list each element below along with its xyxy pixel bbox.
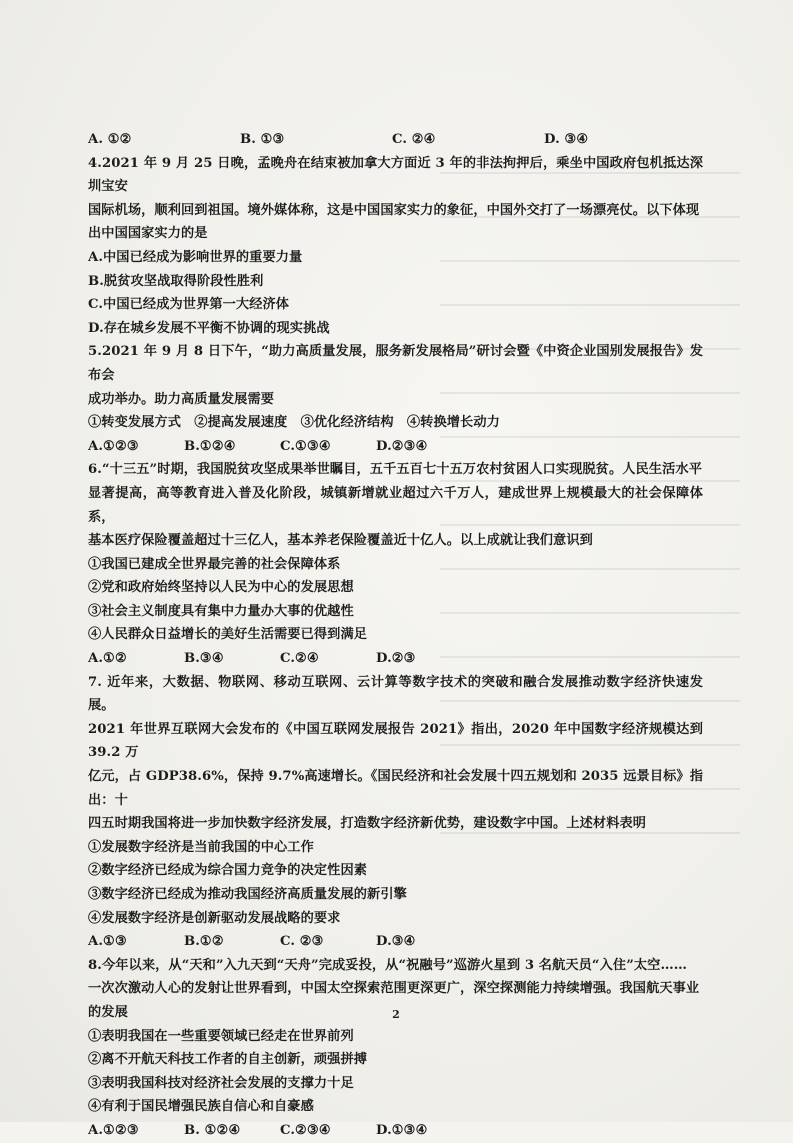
question-6 bbox=[88, 458, 703, 670]
statement: ③表明我国科技对经济社会发展的支撑力十足 bbox=[88, 1075, 354, 1091]
question-stem-line: 的发展 bbox=[88, 1004, 128, 1020]
option-b[interactable]: B.①②④ bbox=[184, 438, 236, 454]
question-stem-line: 显著提高，高等教育进入普及化阶段，城镇新增就业超过六千万人，建成世界上规模最大的社会保障体系， bbox=[88, 485, 703, 525]
answer-choice[interactable]: B.脱贫攻坚战取得阶段性胜利 bbox=[88, 273, 264, 289]
question-options bbox=[88, 647, 703, 671]
question-stem-line: 5.2021 年 9 月 8 日下午，“助力高质量发展，服务新发展格局”研讨会暨《中资企业国别发展报告》发布会 bbox=[88, 344, 703, 383]
option-a[interactable]: A.①③ bbox=[88, 934, 127, 950]
prev-question-options bbox=[88, 128, 703, 152]
option-c[interactable]: C. ②④ bbox=[392, 132, 436, 147]
statement: ②党和政府始终坚持以人民为中心的发展思想 bbox=[88, 580, 354, 596]
option-c[interactable]: C. ②③ bbox=[280, 934, 324, 950]
question-stem-line: 国际机场，顺利回到祖国。境外媒体称，这是中国国家实力的象征，中国外交打了一场漂亮仗。以下体现 bbox=[88, 202, 700, 218]
option-d[interactable]: D.③④ bbox=[376, 934, 416, 950]
option-b[interactable]: B.①② bbox=[184, 934, 224, 950]
option-b[interactable]: B. ①②④ bbox=[184, 1122, 241, 1138]
question-stem-line: 6.“十三五”时期，我国脱贫攻坚成果举世瞩目，五千五百七十五万农村贫困人口实现脱贫。人民生活水平 bbox=[88, 462, 702, 478]
option-b[interactable]: B.③④ bbox=[184, 651, 224, 667]
option-a[interactable]: A. ①② bbox=[88, 132, 132, 147]
statement: ①表明我国在一些重要领域已经走在世界前列 bbox=[88, 1028, 354, 1044]
question-7 bbox=[88, 671, 703, 954]
statement: ③社会主义制度具有集中力量办大事的优越性 bbox=[88, 603, 354, 619]
page-content bbox=[88, 128, 703, 1143]
answer-choice[interactable]: A.中国已经成为影响世界的重要力量 bbox=[88, 249, 303, 265]
option-a[interactable]: A.①② bbox=[88, 651, 127, 667]
statement: ②数字经济已经成为综合国力竞争的决定性因素 bbox=[88, 863, 368, 879]
statement: ④发展数字经济是创新驱动发展战略的要求 bbox=[88, 910, 341, 926]
question-5 bbox=[88, 340, 703, 458]
option-c[interactable]: C.①③④ bbox=[280, 438, 331, 454]
answer-choice[interactable]: D.存在城乡发展不平衡不协调的现实挑战 bbox=[88, 320, 330, 336]
question-options bbox=[88, 435, 703, 459]
option-b[interactable]: B. ①③ bbox=[240, 132, 285, 147]
question-stem-line: 基本医疗保险覆盖超过十三亿人，基本养老保险覆盖近十亿人。以上成就让我们意识到 bbox=[88, 533, 593, 549]
question-stem-line: 2021 年世界互联网大会发布的《中国互联网发展报告 2021》指出，2020 年中国数字经济规模达到 39.2 万 bbox=[88, 721, 703, 761]
option-d[interactable]: D.①③④ bbox=[376, 1122, 428, 1138]
question-options bbox=[88, 1119, 703, 1143]
question-8 bbox=[88, 954, 703, 1143]
question-stem-line: 一次次激动人心的发射让世界看到，中国太空探索范围更深更广，深空探测能力持续增强。我国航天事业 bbox=[88, 981, 700, 997]
question-4 bbox=[88, 152, 703, 341]
option-a[interactable]: A.①②③ bbox=[88, 438, 139, 454]
option-a[interactable]: A.①②③ bbox=[88, 1122, 139, 1138]
question-stem-line: 8.今年以来，从“天和”入九天到“天舟”完成妥投，从“祝融号”巡游火星到 3 名航天员“入住”太空…… bbox=[88, 957, 688, 973]
option-d[interactable]: D. ③④ bbox=[544, 132, 589, 147]
statement: ②离不开航天科技工作者的自主创新，顽强拼搏 bbox=[88, 1052, 368, 1068]
option-d[interactable]: D.②③④ bbox=[376, 438, 428, 454]
statement-list: ①转变发展方式 ②提高发展速度 ③优化经济结构 ④转换增长动力 bbox=[88, 415, 500, 431]
question-stem-line: 四五时期我国将进一步加快数字经济发展，打造数字经济新优势，建设数字中国。上述材料表明 bbox=[88, 816, 647, 832]
question-stem-line: 亿元，占 GDP38.6%，保持 9.7%高速增长。《国民经济和社会发展十四五规划和 2035 远景目标》指出：十 bbox=[88, 769, 703, 808]
answer-choice[interactable]: C.中国已经成为世界第一大经济体 bbox=[88, 297, 290, 313]
question-stem-line: 成功举办。助力高质量发展需要 bbox=[88, 391, 275, 407]
question-stem-line: 出中国国家实力的是 bbox=[88, 226, 208, 242]
page-number: 2 bbox=[392, 1008, 400, 1021]
option-c[interactable]: C.②④ bbox=[280, 651, 319, 667]
statement: ①我国已建成全世界最完善的社会保障体系 bbox=[88, 556, 341, 572]
question-options bbox=[88, 930, 703, 954]
statement: ④有利于国民增强民族自信心和自豪感 bbox=[88, 1099, 314, 1115]
question-stem-line: 4.2021 年 9 月 25 日晚，孟晚舟在结束被加拿大方面近 3 年的非法拘押后，乘坐中国政府包机抵达深圳宝安 bbox=[88, 155, 703, 195]
statement: ④人民群众日益增长的美好生活需要已得到满足 bbox=[88, 627, 368, 643]
statement: ③数字经济已经成为推动我国经济高质量发展的新引擎 bbox=[88, 887, 407, 902]
statement: ①发展数字经济是当前我国的中心工作 bbox=[88, 839, 314, 855]
option-d[interactable]: D.②③ bbox=[376, 651, 416, 667]
option-c[interactable]: C.②③④ bbox=[280, 1122, 331, 1138]
question-stem-line: 7. 近年来，大数据、物联网、移动互联网、云计算等数字技术的突破和融合发展推动数字经济快速发展。 bbox=[88, 674, 703, 714]
